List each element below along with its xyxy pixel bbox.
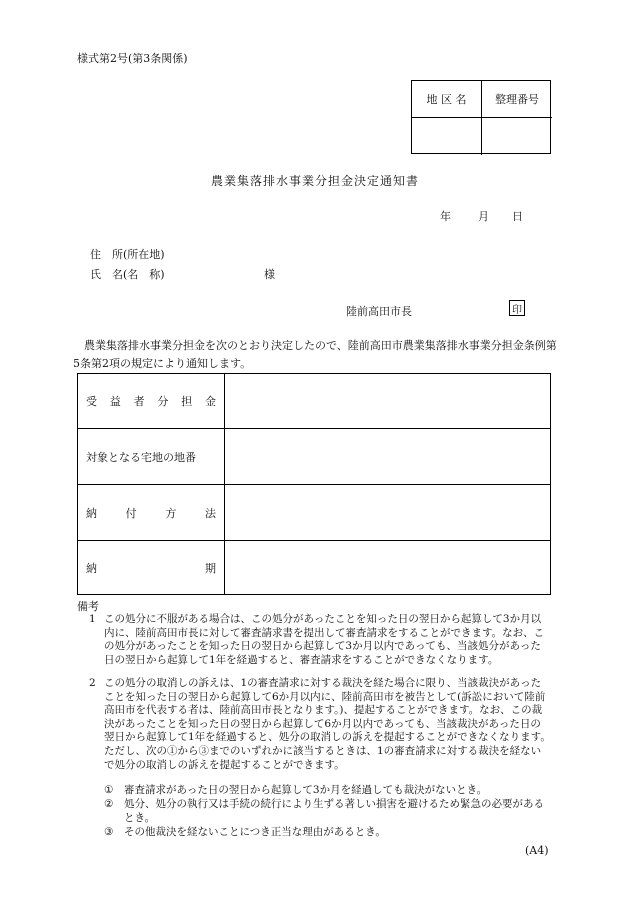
label-char: 益 (109, 395, 121, 408)
sub-item-number: ① (104, 784, 114, 796)
sub-item-number: ② (104, 798, 114, 810)
label-char: 担 (181, 395, 193, 408)
row-label-lot-number (78, 429, 225, 485)
sub-item (104, 798, 551, 825)
row-value-lot-number[interactable] (225, 429, 551, 485)
note-number: 2 (89, 677, 96, 689)
note-item (89, 677, 551, 772)
label-text (86, 505, 216, 521)
note-item (89, 613, 551, 667)
notice-body: 農業集落排水事業分担金を次のとおり決定したので、陸前高田市農業集落排水事業分担金条例第5条第2項の規定により通知します。 (73, 339, 557, 370)
label-char: 納 (86, 506, 97, 520)
row-value-beneficiary-charge[interactable] (225, 374, 551, 429)
label-text: 対象となる宅地の地番 (86, 450, 196, 464)
reference-number-field[interactable] (482, 118, 552, 155)
table-row (78, 541, 551, 595)
date-year: 年 (440, 210, 451, 223)
label-char: 受 (86, 395, 97, 408)
district-number-box (411, 80, 551, 154)
note-text: この処分に不服がある場合は、この処分があったことを知った日の翌日から起算して3か月以内に、陸前高田市長に対して審査請求書を提出して審査請求をすることができます。なお、この処分があったことを知った日の翌日から起算して3か月以内であっても、当該処分があった日の翌日から起算して1年を経過すると、審査請求をすることができなくなります。 (104, 613, 545, 666)
row-label-beneficiary-charge (78, 374, 225, 429)
row-label-payment-due (78, 541, 225, 595)
sub-item (104, 826, 551, 840)
label-char: 付 (125, 506, 137, 520)
sub-item-text: その他裁決を経ないことにつき正当な理由があるとき。 (124, 826, 386, 838)
document-title: 農業集落排水事業分担金決定通知書 (210, 174, 419, 188)
table-row (78, 374, 551, 429)
assessment-table (77, 373, 551, 595)
district-name-header: 地 区 名 (412, 81, 482, 118)
sub-item-text: 処分、処分の執行又は手続の続行により生ずる著しい損害を避けるため緊急の必要があるとき。 (124, 798, 544, 824)
label-text (86, 393, 216, 409)
note-text: この処分の取消しの訴えは、1の審査請求に対する裁決を経た場合に限り、当該裁決があったことを知った日の翌日から起算して6か月以内に、陸前高田市を被告として(訴訟において陸前高田市を代表する者は、陸前高田市長となります。)、提起することができます。なお、この裁決があったことを知った日の翌日から起算して6か月以内であっても、当該裁決があった日の翌日から起算して1年を経過すると、処分の取消しの訴えを提起することができなくなります。ただし、次の①から③までのいずれかに該当するときは、1の審査請求に対する裁決を経ないで処分の取消しの訴えを提起することができます。 (104, 677, 551, 771)
paper-size: (A4) (525, 844, 549, 857)
label-char: 分 (157, 395, 169, 408)
seal-mark: 印 (509, 300, 525, 316)
label-char: 納 (86, 561, 97, 575)
label-char: 法 (204, 506, 216, 520)
label-char: 者 (133, 395, 145, 408)
address-label: 住 所(所在地) (90, 248, 165, 261)
table-row (78, 485, 551, 541)
label-char: 金 (204, 395, 216, 408)
reference-number-header: 整理番号 (482, 81, 552, 118)
label-char: 方 (165, 506, 177, 520)
honorific: 様 (264, 268, 275, 281)
row-value-payment-due[interactable] (225, 541, 551, 595)
table-row (78, 429, 551, 485)
sub-item (104, 784, 551, 798)
label-text (86, 560, 216, 576)
form-number: 様式第2号(第3条関係) (77, 52, 188, 65)
label-char: 期 (205, 561, 216, 575)
notes-heading: 備考 (77, 600, 99, 613)
sub-item-text: 審査請求があった日の翌日から起算して3か月を経過しても裁決がないとき。 (124, 784, 488, 796)
name-label: 氏 名(名 称) (90, 268, 165, 281)
issuer-name: 陸前高田市長 (346, 305, 412, 318)
sub-item-number: ③ (104, 826, 114, 838)
date-day: 日 (512, 210, 523, 223)
note-number: 1 (89, 613, 96, 625)
district-name-field[interactable] (412, 118, 482, 155)
row-label-payment-method (78, 485, 225, 541)
row-value-payment-method[interactable] (225, 485, 551, 541)
date-month: 月 (478, 210, 489, 223)
